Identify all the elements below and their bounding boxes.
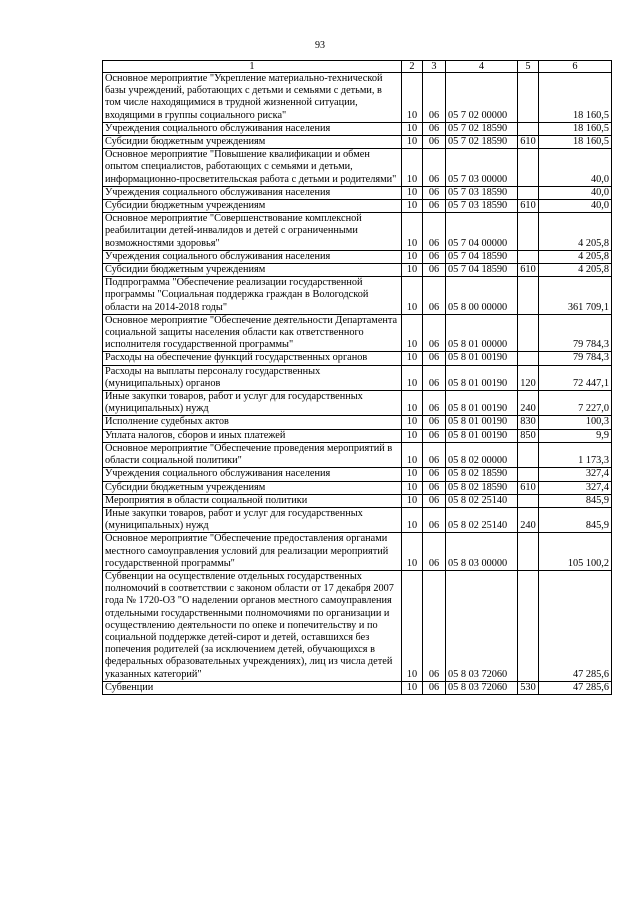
row-subsection: 06 <box>423 264 446 277</box>
row-amount: 18 160,5 <box>539 122 612 135</box>
header-col-3: 3 <box>423 61 446 73</box>
row-expense-type: 830 <box>518 416 539 429</box>
row-amount: 4 205,8 <box>539 213 612 251</box>
row-amount: 79 784,3 <box>539 314 612 352</box>
row-expense-type <box>518 570 539 681</box>
table-row <box>103 200 612 213</box>
row-subsection: 06 <box>423 277 446 315</box>
table-row <box>103 73 612 123</box>
row-expense-type <box>518 213 539 251</box>
row-description: Основное мероприятие "Обеспечение предоставления органами местного самоуправления условий для реализации мероприятий государственной программы" <box>103 533 402 571</box>
row-section: 10 <box>402 136 423 149</box>
row-subsection: 06 <box>423 442 446 467</box>
row-expense-type: 610 <box>518 481 539 494</box>
row-amount: 9,9 <box>539 429 612 442</box>
table-row <box>103 468 612 481</box>
table-header <box>103 61 612 73</box>
row-description: Субвенции на осуществление отдельных государственных полномочий в соответствии с законом области от 17 декабря 2007 года № 1720-ОЗ "О наделении органов местного самоуправления отдельными государственными полномочиями по организации и осуществлению деятельности по опеке и попечительству и по социальной поддержке детей-сирот и детей, оставшихся без попечения родителей (за исключением детей, обучающихся в федеральных образовательных учреждениях), лиц из числа детей указанных категорий" <box>103 570 402 681</box>
row-expense-type <box>518 277 539 315</box>
budget-table <box>102 60 612 695</box>
row-section: 10 <box>402 365 423 390</box>
row-subsection: 06 <box>423 250 446 263</box>
row-expense-type <box>518 314 539 352</box>
row-amount: 47 285,6 <box>539 570 612 681</box>
row-subsection: 06 <box>423 391 446 416</box>
row-subsection: 06 <box>423 186 446 199</box>
row-subsection: 06 <box>423 149 446 187</box>
row-description: Субсидии бюджетным учреждениям <box>103 136 402 149</box>
table-row <box>103 416 612 429</box>
row-description: Иные закупки товаров, работ и услуг для государственных (муниципальных) нужд <box>103 391 402 416</box>
row-description: Расходы на выплаты персоналу государственных (муниципальных) органов <box>103 365 402 390</box>
row-section: 10 <box>402 122 423 135</box>
row-subsection: 06 <box>423 352 446 365</box>
row-amount: 7 227,0 <box>539 391 612 416</box>
row-description: Учреждения социального обслуживания населения <box>103 468 402 481</box>
row-amount: 361 709,1 <box>539 277 612 315</box>
row-description: Основное мероприятие "Совершенствование комплексной реабилитации детей-инвалидов и детей с ограниченными возможностями здоровья" <box>103 213 402 251</box>
row-section: 10 <box>402 213 423 251</box>
row-expense-type: 610 <box>518 136 539 149</box>
row-expense-type: 240 <box>518 391 539 416</box>
row-subsection: 06 <box>423 122 446 135</box>
header-col-2: 2 <box>402 61 423 73</box>
row-target-code: 05 8 03 72060 <box>446 570 518 681</box>
table-row <box>103 136 612 149</box>
table-row <box>103 481 612 494</box>
row-section: 10 <box>402 429 423 442</box>
row-expense-type <box>518 533 539 571</box>
row-section: 10 <box>402 570 423 681</box>
row-description: Основное мероприятие "Повышение квалификации и обмен опытом специалистов, работающих с семьями и детьми, информационно-просветительская работа с детьми и родителями" <box>103 149 402 187</box>
row-description: Расходы на обеспечение функций государственных органов <box>103 352 402 365</box>
row-amount: 105 100,2 <box>539 533 612 571</box>
row-expense-type <box>518 122 539 135</box>
row-amount: 100,3 <box>539 416 612 429</box>
table-row <box>103 442 612 467</box>
row-expense-type <box>518 149 539 187</box>
row-amount: 327,4 <box>539 481 612 494</box>
row-subsection: 06 <box>423 200 446 213</box>
table-row <box>103 570 612 681</box>
row-target-code: 05 8 02 18590 <box>446 481 518 494</box>
table-row <box>103 507 612 532</box>
header-col-1: 1 <box>103 61 402 73</box>
row-target-code: 05 7 02 18590 <box>446 122 518 135</box>
table-row <box>103 186 612 199</box>
table-row <box>103 494 612 507</box>
row-target-code: 05 8 02 25140 <box>446 494 518 507</box>
header-col-6: 6 <box>539 61 612 73</box>
row-target-code: 05 8 03 00000 <box>446 533 518 571</box>
table-row <box>103 533 612 571</box>
row-subsection: 06 <box>423 494 446 507</box>
row-subsection: 06 <box>423 314 446 352</box>
row-expense-type <box>518 494 539 507</box>
header-row <box>103 61 612 73</box>
row-amount: 40,0 <box>539 149 612 187</box>
row-amount: 327,4 <box>539 468 612 481</box>
row-expense-type: 530 <box>518 681 539 694</box>
row-section: 10 <box>402 494 423 507</box>
row-description: Учреждения социального обслуживания населения <box>103 186 402 199</box>
row-subsection: 06 <box>423 136 446 149</box>
row-target-code: 05 8 01 00190 <box>446 429 518 442</box>
header-col-5: 5 <box>518 61 539 73</box>
row-target-code: 05 8 01 00190 <box>446 416 518 429</box>
row-section: 10 <box>402 442 423 467</box>
row-description: Исполнение судебных актов <box>103 416 402 429</box>
table-row <box>103 250 612 263</box>
row-target-code: 05 8 01 00190 <box>446 391 518 416</box>
row-target-code: 05 7 03 18590 <box>446 200 518 213</box>
row-target-code: 05 7 02 00000 <box>446 73 518 123</box>
row-expense-type: 120 <box>518 365 539 390</box>
row-description: Основное мероприятие "Обеспечение проведения мероприятий в области социальной политики" <box>103 442 402 467</box>
row-amount: 845,9 <box>539 507 612 532</box>
row-subsection: 06 <box>423 73 446 123</box>
table-row <box>103 391 612 416</box>
row-target-code: 05 8 01 00190 <box>446 365 518 390</box>
row-subsection: 06 <box>423 681 446 694</box>
row-target-code: 05 8 01 00190 <box>446 352 518 365</box>
row-section: 10 <box>402 533 423 571</box>
row-expense-type: 240 <box>518 507 539 532</box>
table-row <box>103 264 612 277</box>
row-description: Иные закупки товаров, работ и услуг для государственных (муниципальных) нужд <box>103 507 402 532</box>
row-target-code: 05 7 04 00000 <box>446 213 518 251</box>
table-row <box>103 352 612 365</box>
row-amount: 40,0 <box>539 200 612 213</box>
row-target-code: 05 7 03 00000 <box>446 149 518 187</box>
row-description: Подпрограмма "Обеспечение реализации государственной программы "Социальная поддержка граждан в Вологодской области на 2014-2018 годы" <box>103 277 402 315</box>
header-col-4: 4 <box>446 61 518 73</box>
row-section: 10 <box>402 149 423 187</box>
row-subsection: 06 <box>423 429 446 442</box>
row-subsection: 06 <box>423 416 446 429</box>
row-section: 10 <box>402 416 423 429</box>
row-section: 10 <box>402 73 423 123</box>
row-expense-type: 610 <box>518 200 539 213</box>
row-section: 10 <box>402 481 423 494</box>
table-row <box>103 277 612 315</box>
row-target-code: 05 8 01 00000 <box>446 314 518 352</box>
row-expense-type <box>518 250 539 263</box>
row-description: Субвенции <box>103 681 402 694</box>
table-row <box>103 122 612 135</box>
row-subsection: 06 <box>423 570 446 681</box>
row-amount: 845,9 <box>539 494 612 507</box>
row-target-code: 05 8 03 72060 <box>446 681 518 694</box>
row-section: 10 <box>402 468 423 481</box>
row-description: Субсидии бюджетным учреждениям <box>103 200 402 213</box>
row-expense-type <box>518 352 539 365</box>
row-target-code: 05 7 02 18590 <box>446 136 518 149</box>
row-target-code: 05 7 04 18590 <box>446 264 518 277</box>
row-description: Субсидии бюджетным учреждениям <box>103 481 402 494</box>
row-amount: 18 160,5 <box>539 136 612 149</box>
row-expense-type <box>518 73 539 123</box>
row-expense-type <box>518 186 539 199</box>
table-row <box>103 149 612 187</box>
row-amount: 1 173,3 <box>539 442 612 467</box>
row-description: Субсидии бюджетным учреждениям <box>103 264 402 277</box>
row-target-code: 05 8 02 18590 <box>446 468 518 481</box>
row-section: 10 <box>402 250 423 263</box>
row-expense-type: 850 <box>518 429 539 442</box>
table-row <box>103 681 612 694</box>
row-section: 10 <box>402 277 423 315</box>
row-description: Учреждения социального обслуживания населения <box>103 250 402 263</box>
row-section: 10 <box>402 314 423 352</box>
row-subsection: 06 <box>423 468 446 481</box>
row-section: 10 <box>402 352 423 365</box>
row-section: 10 <box>402 264 423 277</box>
row-description: Основное мероприятие "Обеспечение деятельности Департамента социальной защиты населения области как ответственного исполнителя государственной программы" <box>103 314 402 352</box>
row-description: Уплата налогов, сборов и иных платежей <box>103 429 402 442</box>
row-amount: 40,0 <box>539 186 612 199</box>
row-subsection: 06 <box>423 481 446 494</box>
row-expense-type <box>518 442 539 467</box>
table-row <box>103 429 612 442</box>
row-section: 10 <box>402 391 423 416</box>
row-expense-type: 610 <box>518 264 539 277</box>
row-description: Основное мероприятие "Укрепление материально-технической базы учреждений, работающих с детьми и семьями с детьми, в том числе находящимися в трудной жизненной ситуации, входящими в группы социального риска" <box>103 73 402 123</box>
row-target-code: 05 7 03 18590 <box>446 186 518 199</box>
row-description: Учреждения социального обслуживания населения <box>103 122 402 135</box>
table-row <box>103 365 612 390</box>
row-amount: 18 160,5 <box>539 73 612 123</box>
row-target-code: 05 7 04 18590 <box>446 250 518 263</box>
row-subsection: 06 <box>423 365 446 390</box>
row-section: 10 <box>402 681 423 694</box>
row-amount: 4 205,8 <box>539 250 612 263</box>
table-row <box>103 314 612 352</box>
row-target-code: 05 8 00 00000 <box>446 277 518 315</box>
row-section: 10 <box>402 507 423 532</box>
page-number: 93 <box>315 40 325 51</box>
row-section: 10 <box>402 200 423 213</box>
row-amount: 79 784,3 <box>539 352 612 365</box>
row-amount: 4 205,8 <box>539 264 612 277</box>
row-expense-type <box>518 468 539 481</box>
row-amount: 72 447,1 <box>539 365 612 390</box>
row-section: 10 <box>402 186 423 199</box>
row-subsection: 06 <box>423 213 446 251</box>
row-amount: 47 285,6 <box>539 681 612 694</box>
table-row <box>103 213 612 251</box>
row-description: Мероприятия в области социальной политики <box>103 494 402 507</box>
row-subsection: 06 <box>423 533 446 571</box>
table-body <box>103 73 612 695</box>
row-target-code: 05 8 02 00000 <box>446 442 518 467</box>
row-target-code: 05 8 02 25140 <box>446 507 518 532</box>
row-subsection: 06 <box>423 507 446 532</box>
